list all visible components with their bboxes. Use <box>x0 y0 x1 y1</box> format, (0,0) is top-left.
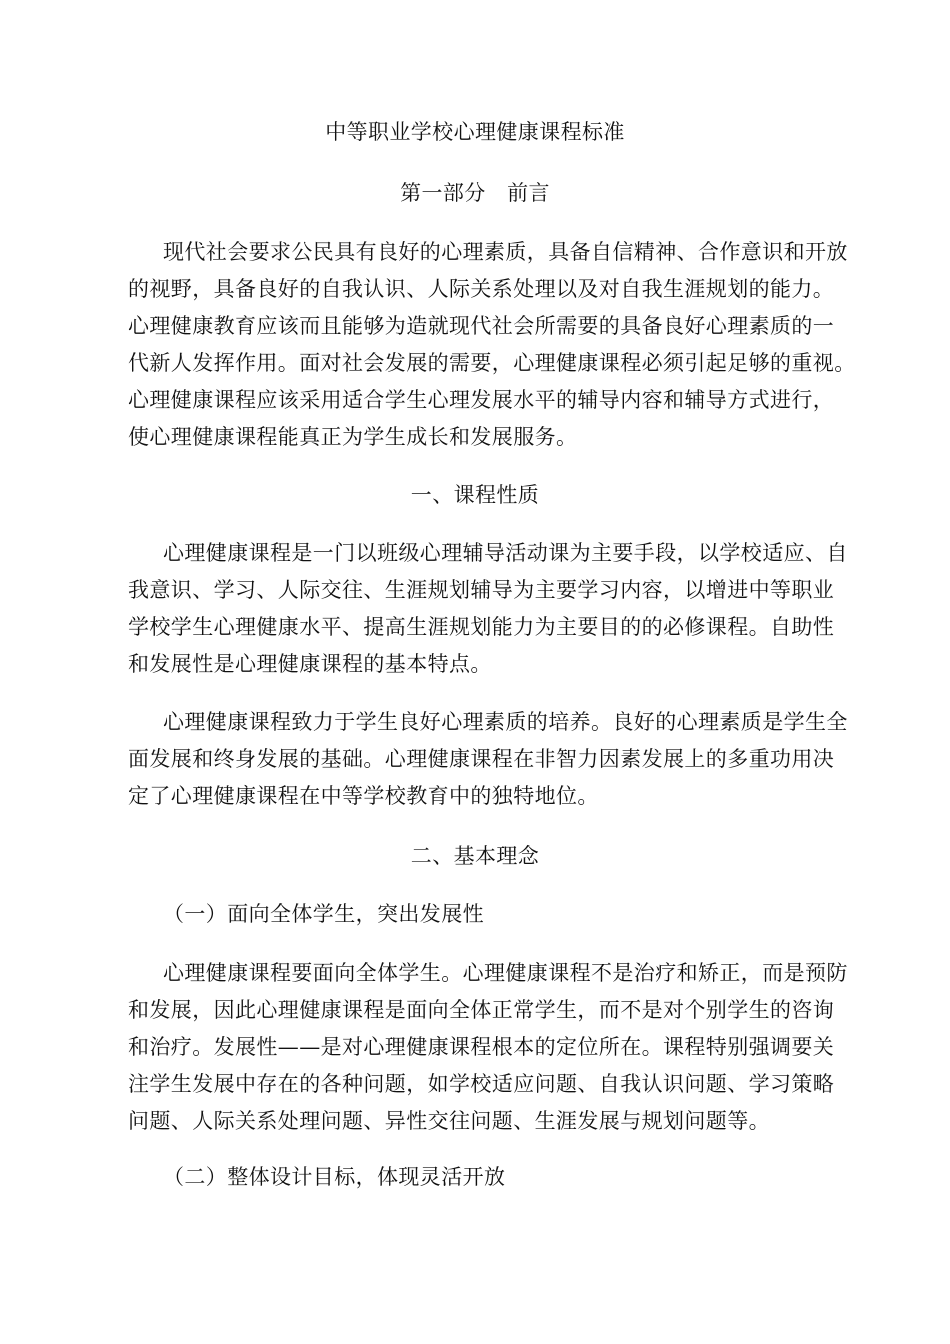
section1-paragraph-2 <box>128 704 848 815</box>
paragraph-line: 和发展，因此心理健康课程是面向全体正常学生，而不是对个别学生的咨询 <box>128 998 835 1022</box>
paragraph-line: 我意识、学习、人际交往、生涯规划辅导为主要学习内容，以增进中等职业 <box>128 578 835 602</box>
subsection1-heading: （一）面向全体学生，突出发展性 <box>163 902 484 926</box>
paragraph-line: 心理健康课程要面向全体学生。心理健康课程不是治疗和矫正，而是预防 <box>163 961 848 985</box>
paragraph-line: 心理健康教育应该而且能够为造就现代社会所需要的具备良好心理素质的一 <box>128 314 835 338</box>
part-heading: 第一部分 前言 <box>400 181 550 205</box>
paragraph-line: 心理健康课程应该采用适合学生心理发展水平的辅导内容和辅导方式进行， <box>128 388 835 412</box>
paragraph-line: 和治疗。发展性——是对心理健康课程根本的定位所在。课程特别强调要关 <box>128 1035 835 1059</box>
section1-paragraph-1 <box>128 535 848 683</box>
subsection2-heading: （二）整体设计目标，体现灵活开放 <box>163 1165 506 1189</box>
paragraph-line: 学校学生心理健康水平、提高生涯规划能力为主要目的的必修课程。自助性 <box>128 615 835 639</box>
paragraph-line: 注学生发展中存在的各种问题，如学校适应问题、自我认识问题、学习策略 <box>128 1072 835 1096</box>
subsection1-paragraph <box>128 955 848 1140</box>
paragraph-line: 心理健康课程是一门以班级心理辅导活动课为主要手段，以学校适应、自 <box>163 541 848 565</box>
paragraph-line: 定了心理健康课程在中等学校教育中的独特地位。 <box>128 784 599 808</box>
paragraph-line: 心理健康课程致力于学生良好心理素质的培养。良好的心理素质是学生全 <box>163 710 848 734</box>
paragraph-line: 使心理健康课程能真正为学生成长和发展服务。 <box>128 425 578 449</box>
section1-heading: 一、课程性质 <box>410 483 540 507</box>
document-title: 中等职业学校心理健康课程标准 <box>325 120 625 144</box>
paragraph-line: 现代社会要求公民具有良好的心理素质，具备自信精神、合作意识和开放 <box>163 240 848 264</box>
paragraph-line: 的视野，具备良好的自我认识、人际关系处理以及对自我生涯规划的能力。 <box>128 277 835 301</box>
paragraph-line: 代新人发挥作用。面对社会发展的需要，心理健康课程必须引起足够的重视。 <box>128 351 856 375</box>
preface-paragraph <box>128 234 856 456</box>
section2-heading: 二、基本理念 <box>410 844 540 868</box>
paragraph-line: 面发展和终身发展的基础。心理健康课程在非智力因素发展上的多重功用决 <box>128 747 835 771</box>
paragraph-line: 问题、人际关系处理问题、异性交往问题、生涯发展与规划问题等。 <box>128 1109 770 1133</box>
paragraph-line: 和发展性是心理健康课程的基本特点。 <box>128 652 492 676</box>
